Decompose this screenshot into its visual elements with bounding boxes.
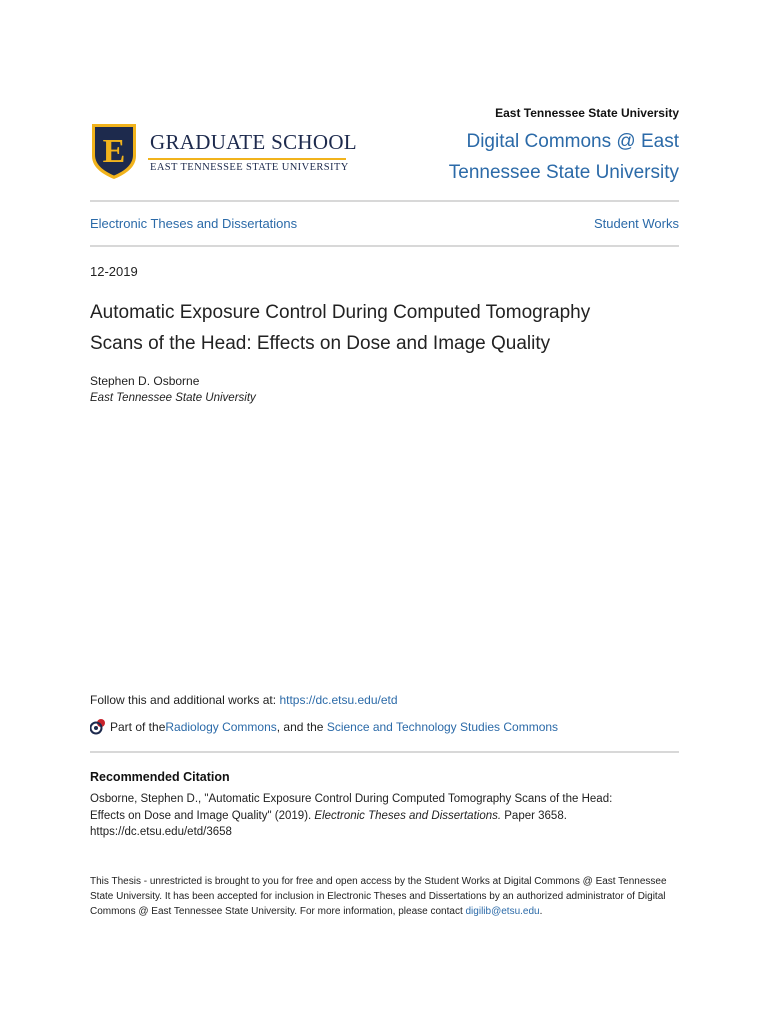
repository-line1: Digital Commons @ East bbox=[466, 131, 679, 152]
logo-divider bbox=[148, 158, 346, 160]
citation-text bbox=[90, 791, 690, 841]
citation-line2 bbox=[90, 808, 690, 825]
follow-url-link[interactable]: https://dc.etsu.edu/etd bbox=[279, 693, 398, 707]
follow-line bbox=[90, 693, 398, 707]
radiology-commons-link[interactable]: Radiology Commons bbox=[165, 719, 277, 734]
divider bbox=[90, 751, 679, 753]
citation-line1: Osborne, Stephen D., "Automatic Exposure Control During Computed Tomography Scans of the Head: bbox=[90, 793, 613, 805]
citation-part-a: Effects on Dose and Image Quality" (2019). bbox=[90, 809, 315, 822]
part-of-prefix: Part of the bbox=[110, 719, 166, 734]
shield-letter: E bbox=[102, 133, 126, 170]
access-notice bbox=[90, 874, 690, 919]
citation-url[interactable]: https://dc.etsu.edu/etd/3658 bbox=[90, 826, 232, 838]
repository-line2: Tennessee State University bbox=[448, 162, 679, 183]
title-line2: Scans of the Head: Effects on Dose and Image Quality bbox=[90, 333, 551, 354]
notice-end: . bbox=[539, 906, 543, 917]
graduate-school-logo bbox=[90, 122, 357, 182]
document-title bbox=[90, 297, 679, 359]
logo-title: GRADUATE SCHOOL bbox=[150, 130, 357, 154]
publication-date: 12-2019 bbox=[90, 264, 138, 279]
author-name[interactable]: Stephen D. Osborne bbox=[90, 374, 200, 388]
part-of-line bbox=[90, 718, 558, 735]
divider bbox=[90, 245, 679, 247]
part-of-middle: , and the bbox=[276, 719, 327, 734]
etsu-shield-icon bbox=[90, 122, 138, 180]
institution-name: East Tennessee State University bbox=[495, 106, 679, 120]
repository-link[interactable] bbox=[399, 126, 679, 188]
citation-heading: Recommended Citation bbox=[90, 770, 230, 784]
student-works-link[interactable]: Student Works bbox=[593, 216, 679, 231]
logo-subtitle: EAST TENNESSEE STATE UNIVERSITY bbox=[150, 162, 349, 173]
divider bbox=[90, 200, 679, 202]
author-affiliation: East Tennessee State University bbox=[90, 392, 256, 404]
collection-link[interactable]: Electronic Theses and Dissertations bbox=[90, 216, 298, 231]
notice-text: This Thesis - unrestricted is brought to you for free and open access by the Student Works at Digital Commons @ East Tennessee State University. It has been accepted for inclusion in Electronic Theses and Dissertations by an authorized administrator of Digital Commons @ East Tennessee State University. For more information, please contact bbox=[90, 876, 667, 917]
science-technology-commons-link[interactable]: Science and Technology Studies Commons bbox=[326, 719, 559, 734]
title-line1: Automatic Exposure Control During Computed Tomography bbox=[90, 302, 591, 323]
citation-journal: Electronic Theses and Dissertations. bbox=[314, 809, 502, 822]
citation-part-b: Paper 3658. bbox=[501, 809, 567, 822]
follow-prefix: Follow this and additional works at: bbox=[90, 693, 280, 707]
network-icon bbox=[90, 718, 107, 735]
contact-email-link[interactable]: digilib@etsu.edu bbox=[465, 906, 540, 917]
